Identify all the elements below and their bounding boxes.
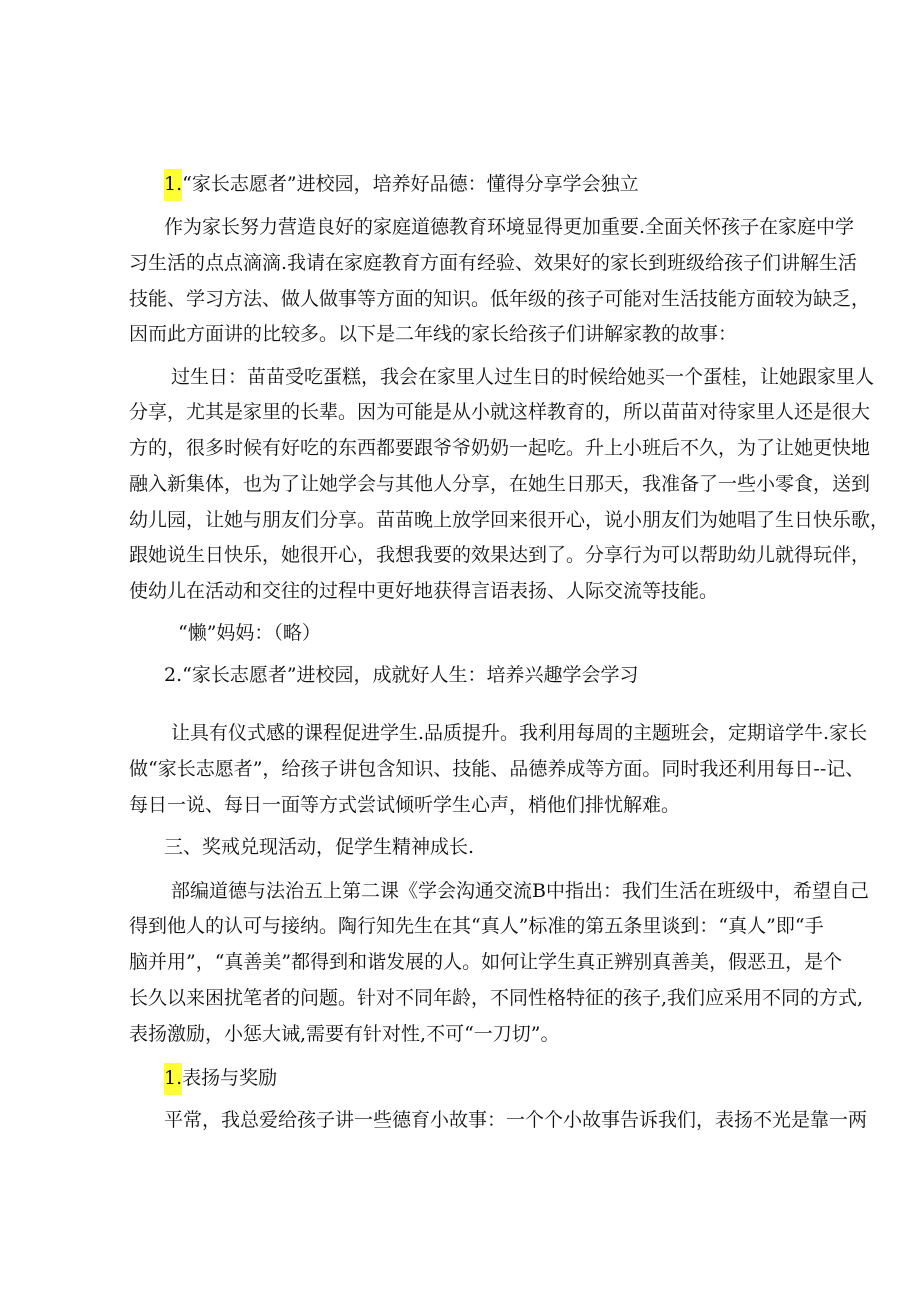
paragraph-line: 让具有仪式感的课程促进学生.品质提升。我利用每周的主题班会，定期谙学牛.家长	[171, 722, 868, 744]
paragraph-line: 每日一说、每日一面等方式尝试倾听学生心声，梢他们排忧解难。	[129, 794, 681, 816]
paragraph-line: 过生日：苗苗受吃蛋糕，我会在家里人过生日的时候给她买一个蛋桂，让她跟家里人	[171, 366, 875, 388]
paragraph-line: 习生活的点点滴滴.我请在家庭教育方面有经验、效果好的家长到班级给孩子们讲解生活	[129, 252, 858, 274]
paragraph-line: 平常，我总爱给孩子讲一些德育小故事：一个个小故事告诉我们，表扬不光是靠一两	[164, 1109, 868, 1131]
section-3-sub-heading	[0, 1066, 920, 1090]
paragraph-line: 技能、学习方法、做人做事等方面的知识。低年级的孩子可能对生活技能方面较为缺乏，	[129, 288, 871, 310]
paragraph-line: 幼儿园，让她与朋友们分享。苗苗晚上放学回来很开心，说小朋友们为她唱了生日快乐歌，	[129, 509, 890, 531]
paragraph-line: 做“家长志愿者”，给孩子讲包含知识、技能、品德养成等方面。同时我还利用每日--记、	[129, 758, 865, 780]
highlighted-number: 1.	[164, 169, 182, 201]
paragraph-line: 得到他人的认可与接纳。陶行知先生在其“真人”标准的第五条里谈到：“真人”即“手	[129, 915, 824, 937]
lazy-mom-line: “懒”妈妈：（略）	[178, 622, 321, 644]
paragraph-line: 脑并用”，“真善美”都得到和谐发展的人。如何让学生真正辨别真善美，假恶丑，是个	[129, 951, 843, 973]
section-3-heading: 三、奖戒兑现活动，促学生精神成长.	[164, 836, 475, 858]
heading-text: 表扬与奖励	[182, 1067, 278, 1089]
paragraph-line: 使幼儿在活动和交往的过程中更好地获得言语表扬、人际交流等技能。	[129, 580, 719, 602]
paragraph-line: 部编道德与法治五上第二课《学会沟通交流B中指出：我们生活在班级中，希望自己	[171, 880, 869, 902]
paragraph-line: 融入新集体，也为了让她学会与其他人分享，在她生日那天，我准备了一些小零食，送到	[129, 473, 871, 495]
paragraph-line: 跟她说生日快乐，她很开心，我想我要的效果达到了。分享行为可以帮助幼儿就得玩伴，	[129, 544, 871, 566]
paragraph-line: 分享，尤其是家里的长辈。因为可能是从小就这样教育的，所以苗苗对待家里人还是很大	[129, 401, 871, 423]
highlighted-number: 1.	[164, 1063, 182, 1095]
paragraph-line: 方的，很多时候有好吃的东西都要跟爷爷奶奶一起吃。升上小班后不久，为了让她更快地	[129, 437, 871, 459]
paragraph-line: 表扬激励，小惩大诫,需要有针对性,不可“一刀切”。	[129, 1023, 560, 1045]
paragraph-line: 长久以来困扰笔者的问题。针对不同年龄，不同性格特征的孩子,我们应采用不同的方式,	[129, 987, 864, 1009]
paragraph-line: 因而此方面讲的比较多。以下是二年线的家长给孩子们讲解家教的故事：	[129, 323, 738, 345]
heading-text: “家长志愿者”进校园，培养好品德：懂得分享学会独立	[182, 173, 639, 195]
paragraph-line: 作为家长努力营造良好的家庭道德教育环境显得更加重要.全面关怀孩子在家庭中学	[164, 216, 855, 238]
section-1-heading	[0, 172, 920, 196]
section-2-heading: 2.“家长志愿者”进校园，成就好人生：培养兴趣学会学习	[164, 664, 639, 686]
